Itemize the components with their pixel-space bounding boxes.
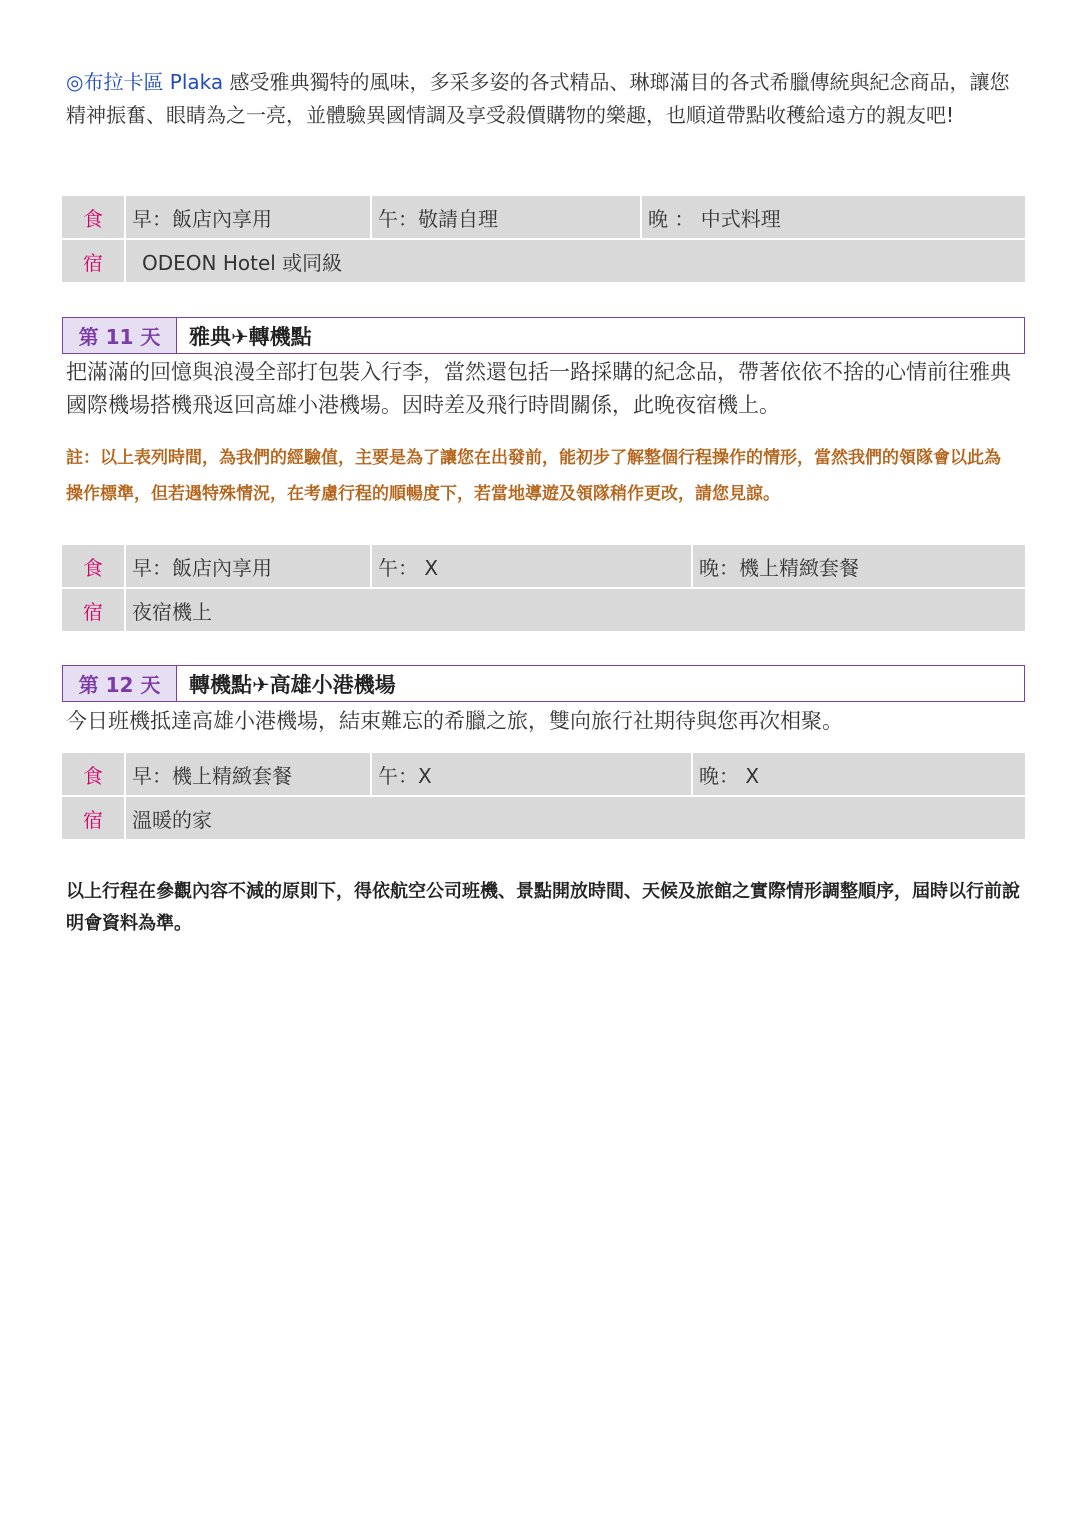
- day-number: 第 12 天: [63, 666, 177, 701]
- day-route: 雅典✈轉機點: [189, 324, 312, 349]
- lunch-cell: 午： X: [372, 545, 693, 589]
- place-name-plaka: ◎布拉卡區 Plaka: [66, 70, 224, 94]
- stay-label: 宿: [62, 589, 126, 633]
- meal-label: 食: [62, 753, 126, 797]
- breakfast-cell: 早：飯店內享用: [126, 545, 372, 589]
- day-number: 第 11 天: [63, 318, 177, 353]
- day11-header: [62, 317, 1025, 354]
- stay-label: 宿: [62, 797, 126, 841]
- dinner-cell: 晚： X: [693, 753, 1025, 797]
- meal-label: 食: [62, 196, 126, 240]
- day11-note: 註：以上表列時間，為我們的經驗值，主要是為了讓您在出發前，能初步了解整個行程操作的情形，當然我們的領隊會以此為操作標準，但若遇特殊情況，在考慮行程的順暢度下，若當地導遊及領隊稍作更改，請您見諒。: [66, 448, 1001, 504]
- breakfast-cell: 早：機上精緻套餐: [126, 753, 372, 797]
- stay-label: 宿: [62, 240, 126, 284]
- breakfast-cell: 早：飯店內享用: [126, 196, 372, 240]
- dinner-cell: 晚：機上精緻套餐: [693, 545, 1025, 589]
- day10-meal-table: [62, 196, 1025, 284]
- intro-text: 感受雅典獨特的風味，多采多姿的各式精品、琳瑯滿目的各式希臘傳統與紀念商品，讓您精神振奮、眼睛為之一亮，並體驗異國情調及享受殺價購物的樂趣，也順道帶點收穫給遠方的親友吧!: [66, 70, 1010, 127]
- day-route: 轉機點✈高雄小港機場: [189, 672, 396, 697]
- day12-description: 今日班機抵達高雄小港機場，結束難忘的希臘之旅，雙向旅行社期待與您再次相聚。: [66, 709, 843, 733]
- lunch-cell: 午：X: [372, 753, 693, 797]
- dinner-cell: 晚 ： 中式料理: [642, 196, 1025, 240]
- lunch-cell: 午：敬請自理: [372, 196, 642, 240]
- stay-cell: 溫暖的家: [126, 797, 1025, 841]
- day11-meal-table: [62, 545, 1025, 633]
- footer-note: 以上行程在參觀內容不減的原則下，得依航空公司班機、景點開放時間、天候及旅館之實際情形調整順序，屆時以行前說明會資料為準。: [66, 881, 1020, 934]
- day12-header: [62, 665, 1025, 702]
- stay-cell: 夜宿機上: [126, 589, 1025, 633]
- meal-label: 食: [62, 545, 126, 589]
- day12-meal-table: [62, 753, 1025, 841]
- day11-description: 把滿滿的回憶與浪漫全部打包裝入行李，當然還包括一路採購的紀念品，帶著依依不捨的心情前往雅典國際機場搭機飛返回高雄小港機場。因時差及飛行時間關係，此晚夜宿機上。: [66, 360, 1011, 417]
- stay-cell: ODEON Hotel 或同級: [126, 240, 1025, 284]
- intro-paragraph: [66, 66, 1016, 132]
